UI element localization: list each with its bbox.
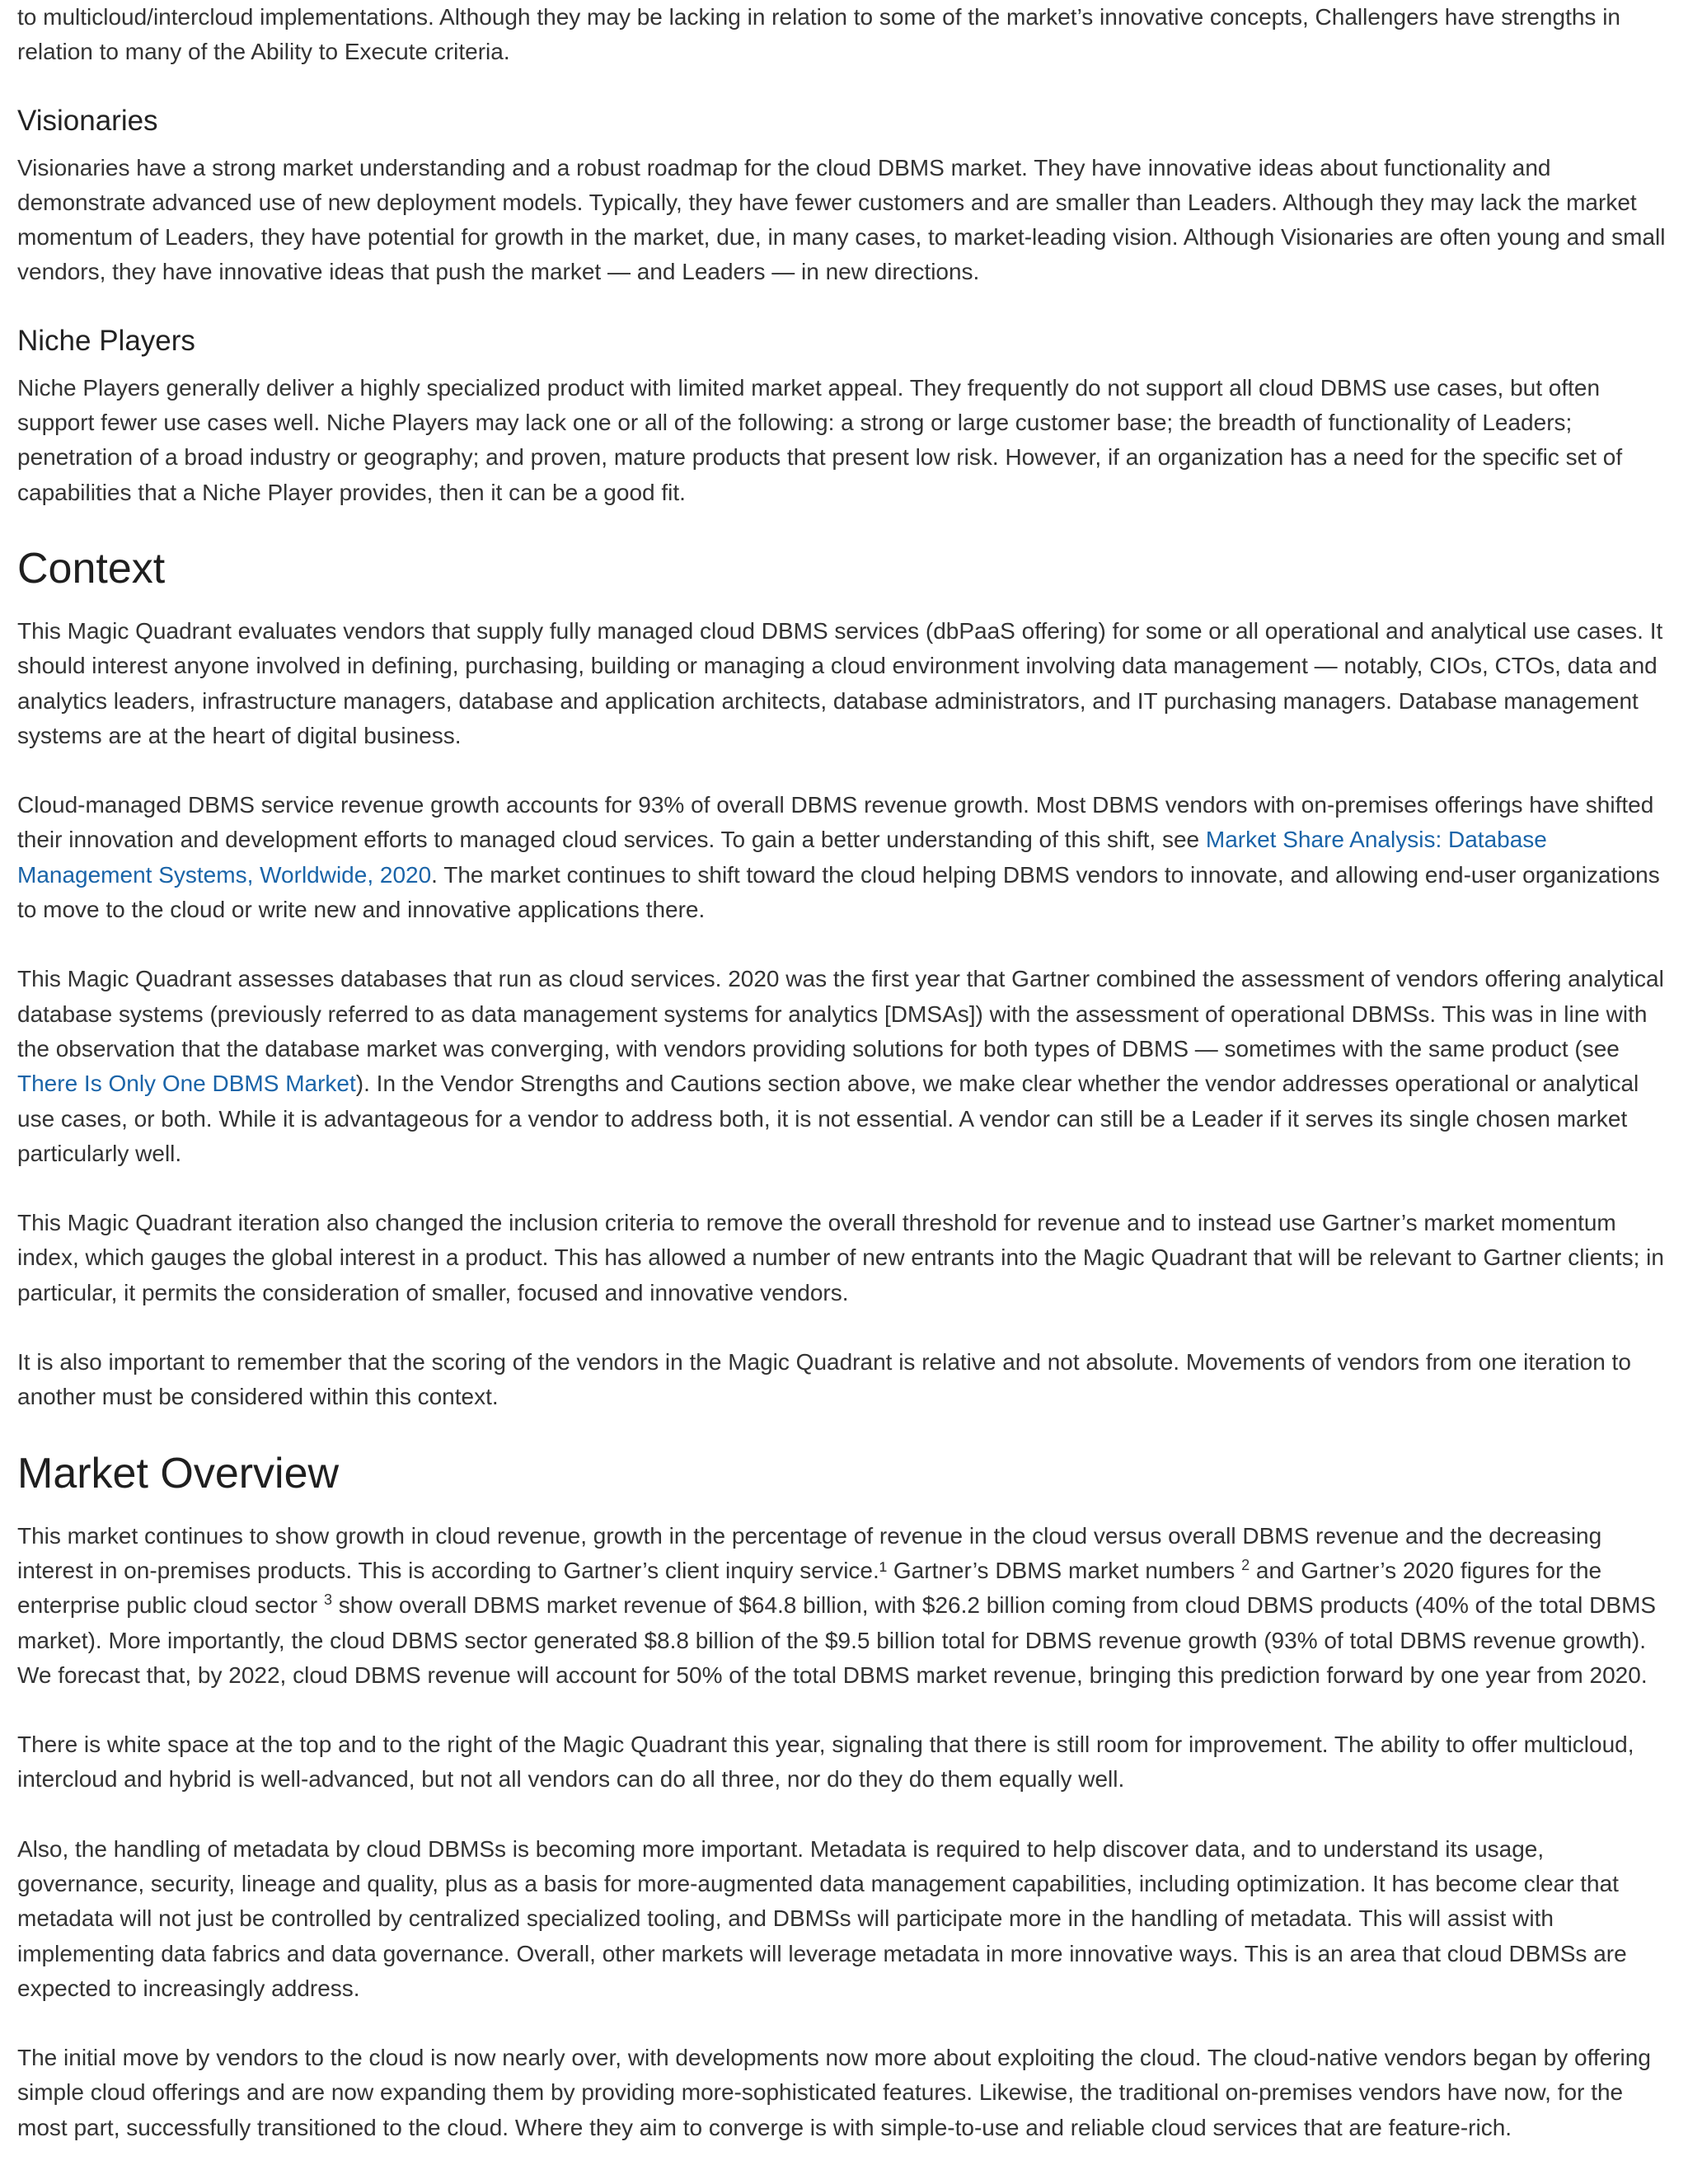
market-p1-text-a: This market continues to show growth in cloud revenue, growth in the percentage of revenue in the cloud versus overall DBMS revenue and the decreasing interest in on-premises products. This is according to Gartner’s client inquiry service.¹ Gartner’s DBMS market numbers <box>17 1522 1602 1583</box>
market-paragraph-2: There is white space at the top and to the right of the Magic Quadrant this year, signaling that there is still room for improvement. The ability to offer multicloud, intercloud and hybrid is well-advanced, but not all vendors can do all three, nor do they do them equally well. <box>17 1732 1634 1793</box>
market-overview-heading: Market Overview <box>17 1449 340 1497</box>
context-p2-text-after: . The market continues to shift toward the cloud helping DBMS vendors to innovate, and allowing end-user organizations to move to the cloud or write new and innovative applications there. <box>17 861 1660 923</box>
intro-paragraph: to multicloud/intercloud implementations. Although they may be lacking in relation to some of the market’s innovative concepts, Challengers have strengths in relation to many of the Ability to Execute criteria. <box>17 4 1620 65</box>
context-paragraph-2 <box>17 788 1674 927</box>
market-p1-text-b: and Gartner’s 2020 figures for the enterprise public cloud sector <box>17 1557 1602 1619</box>
market-paragraph-4: The initial move by vendors to the cloud is now nearly over, with developments now more about exploiting the cloud. The cloud-native vendors began by offering simple cloud offerings and are now expanding them by providing more-sophisticated features. Likewise, the traditional on-premises vendors have now, for the most part, successfully transitioned to the cloud. Where they aim to converge is with simple-to-use and reliable cloud services that are feature-rich. <box>17 2045 1651 2140</box>
market-share-analysis-link[interactable]: Market Share Analysis: Database Management Systems, Worldwide, 2020 <box>17 827 1547 888</box>
footnote-ref-3[interactable]: 3 <box>323 1591 332 1609</box>
only-one-dbms-market-link[interactable]: There Is Only One DBMS Market <box>17 1071 356 1097</box>
context-p3-text-before: This Magic Quadrant assesses databases that run as cloud services. 2020 was the first year that Gartner combined the assessment of vendors offering analytical database systems (previously referred to as data management systems for analytics [DMSAs]) with the assessment of operational DBMSs. This was in line with the observation that the database market was converging, with vendors providing solutions for both types of DBMS — sometimes with the same product (see <box>17 966 1664 1062</box>
context-heading: Context <box>17 544 166 593</box>
context-p2-text-before: Cloud-managed DBMS service revenue growth accounts for 93% of overall DBMS revenue growth. Most DBMS vendors with on-premises offerings have shifted their innovation and development efforts to managed cloud services. To gain a better understanding of this shift, see <box>17 792 1654 853</box>
article-content <box>17 0 1674 2145</box>
visionaries-paragraph: Visionaries have a strong market understanding and a robust roadmap for the cloud DBMS market. They have innovative ideas about functionality and demonstrate advanced use of new deployment models. Typically, they have fewer customers and are smaller than Leaders. Although they may lack the market momentum of Leaders, they have potential for growth in the market, due, in many cases, to market-leading vision. Although Visionaries are often young and small vendors, they have innovative ideas that push the market — and Leaders — in new directions. <box>17 154 1666 285</box>
footnote-ref-2[interactable]: 2 <box>1241 1556 1250 1573</box>
visionaries-heading: Visionaries <box>17 104 158 137</box>
context-paragraph-3 <box>17 962 1674 1171</box>
market-paragraph-3: Also, the handling of metadata by cloud DBMSs is becoming more important. Metadata is required to help discover data, and to understand its usage, governance, security, lineage and quality, plus as a basis for more-augmented data management capabilities, including optimization. It has become clear that metadata will not just be controlled by centralized specialized tooling, and DBMSs will participate more in the handling of metadata. This will assist with implementing data fabrics and data governance. Overall, other markets will leverage metadata in more innovative ways. This is an area that cloud DBMSs are expected to increasingly address. <box>17 1835 1627 2001</box>
market-p1-text-c: show overall DBMS market revenue of $64.8 billion, with $26.2 billion coming from cloud DBMS products (40% of the total DBMS market). More importantly, the cloud DBMS sector generated $8.8 billion of the $9.5 billion total for DBMS revenue growth (93% of total DBMS revenue growth). We forecast that, by 2022, cloud DBMS revenue will account for 50% of the total DBMS market revenue, bringing this prediction forward by one year from 2020. <box>17 1592 1657 1688</box>
context-p3-text-after: ). In the Vendor Strengths and Cautions section above, we make clear whether the vendor addresses operational or analytical use cases, or both. While it is advantageous for a vendor to address both, it is not essential. A vendor can still be a Leader if it serves its single chosen market particularly well. <box>17 1071 1639 1166</box>
context-paragraph-5: It is also important to remember that the scoring of the vendors in the Magic Quadrant is relative and not absolute. Movements of vendors from one iteration to another must be considered within this context. <box>17 1349 1631 1410</box>
market-paragraph-1 <box>17 1519 1674 1693</box>
context-paragraph-1: This Magic Quadrant evaluates vendors that supply fully managed cloud DBMS services (dbPaaS offering) for some or all operational and analytical use cases. It should interest anyone involved in defining, purchasing, building or managing a cloud environment involving data management — notably, CIOs, CTOs, data and analytics leaders, infrastructure managers, database and application architects, database administrators, and IT purchasing managers. Database management systems are at the heart of digital business. <box>17 617 1663 748</box>
niche-players-heading: Niche Players <box>17 324 195 357</box>
niche-players-paragraph: Niche Players generally deliver a highly specialized product with limited market appeal. They frequently do not support all cloud DBMS use cases, but often support fewer use cases well. Niche Players may lack one or all of the following: a strong or large customer base; the breadth of functionality of Leaders; penetration of a broad industry or geography; and proven, mature products that present low risk. However, if an organization has a need for the specific set of capabilities that a Niche Player provides, then it can be a good fit. <box>17 374 1623 505</box>
context-paragraph-4: This Magic Quadrant iteration also changed the inclusion criteria to remove the overall threshold for revenue and to instead use Gartner’s market momentum index, which gauges the global interest in a product. This has allowed a number of new entrants into the Magic Quadrant that will be relevant to Gartner clients; in particular, it permits the consideration of smaller, focused and innovative vendors. <box>17 1210 1664 1305</box>
